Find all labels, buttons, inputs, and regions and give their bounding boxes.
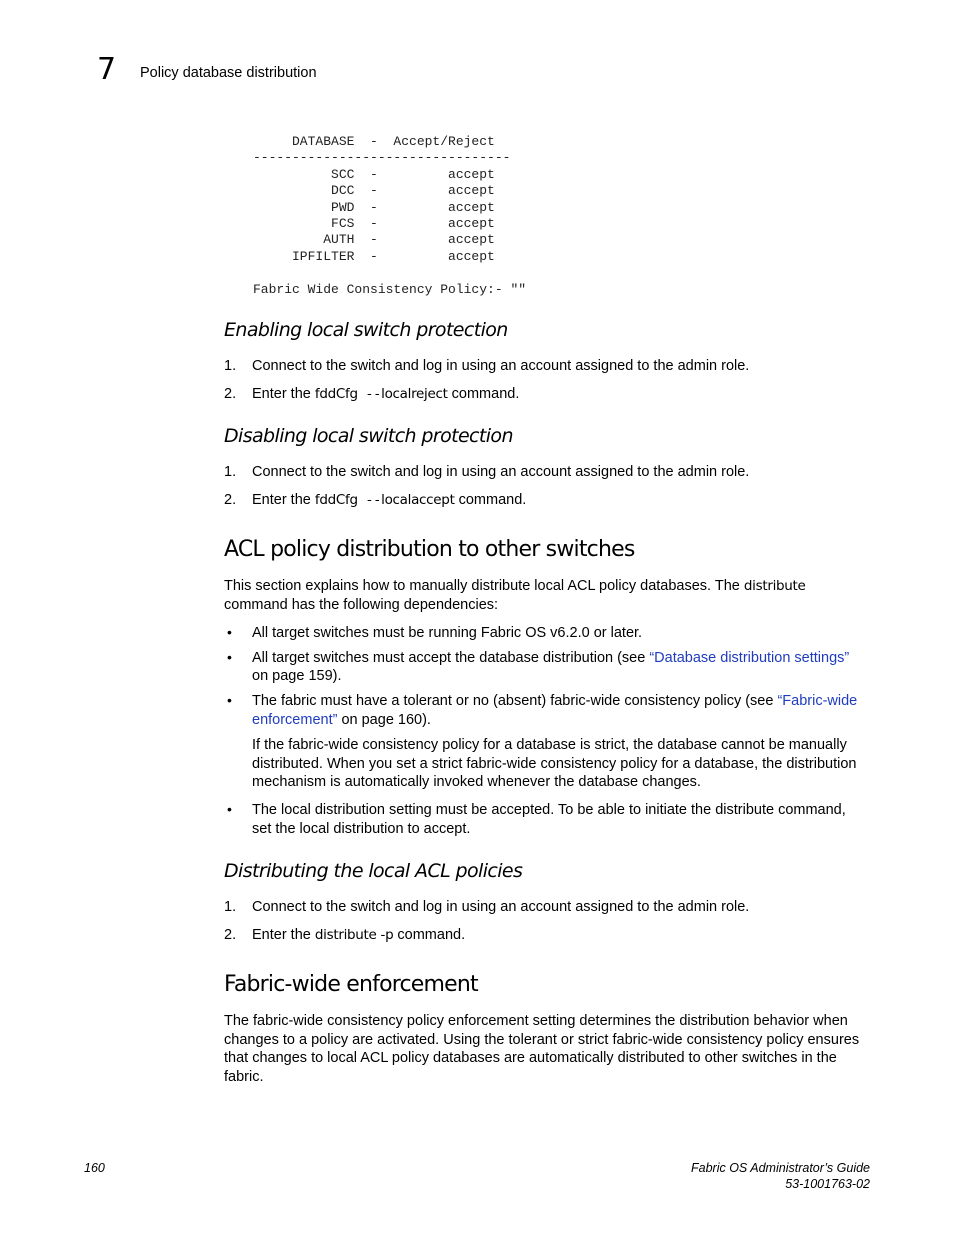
running-title: Policy database distribution	[140, 65, 317, 81]
bullet-text: The local distribution setting must be accepted. To be able to initiate the distribute command,	[252, 802, 846, 818]
step-number: 2.	[224, 386, 237, 402]
bullet-paragraph: mechanism is automatically invoked whenever the database changes.	[252, 774, 701, 790]
step-number: 1.	[224, 358, 237, 374]
bullet-text: All target switches must accept the database distribution (see “Database distribution settings”	[252, 650, 850, 666]
cross-reference-link[interactable]: “Fabric-wide	[777, 693, 858, 709]
acl-intro-line2: command has the following dependencies:	[224, 597, 499, 613]
code-block: DATABASE - Accept/Reject --------------------------------- SCC - accept DCC - accept PWD - accept FCS - accept AUTH - accept IPFILTER - accept Fabric Wide Consistency Policy:- ""	[253, 134, 527, 297]
step-text: Connect to the switch and log in using an account assigned to the admin role.	[252, 464, 750, 480]
bullet-paragraph: distributed. When you set a strict fabric-wide consistency policy for a database, the distribution	[252, 756, 857, 772]
bullet: •	[227, 624, 232, 640]
acl-intro-line1: This section explains how to manually distribute local ACL policy databases. The distribute	[224, 578, 806, 594]
acl-heading: ACL policy distribution to other switches	[224, 537, 635, 562]
bullet-text: set the local distribution to accept.	[252, 821, 471, 837]
page-number: 160	[84, 1161, 105, 1175]
enabling-heading: Enabling local switch protection	[224, 319, 508, 341]
body-line: that changes to local ACL policy databases are automatically distributed to other switches in the	[224, 1050, 837, 1066]
fabric-heading: Fabric-wide enforcement	[224, 972, 478, 997]
step-number: 1.	[224, 464, 237, 480]
bullet-text: All target switches must be running Fabric OS v6.2.0 or later.	[252, 625, 643, 641]
step-text: Enter the fddCfg --localreject command.	[252, 386, 520, 402]
step-text: Enter the distribute -p command.	[252, 927, 466, 943]
command-argument: localreject	[381, 386, 448, 402]
command-name: distribute	[743, 578, 806, 594]
bullet: •	[227, 649, 232, 665]
bullet-paragraph: If the fabric-wide consistency policy for a database is strict, the database cannot be manually	[252, 737, 847, 753]
step-text: Connect to the switch and log in using an account assigned to the admin role.	[252, 899, 750, 915]
body-line: The fabric-wide consistency policy enforcement setting determines the distribution behavior when	[224, 1013, 848, 1029]
command-name: fddCfg	[314, 492, 358, 508]
cross-reference-link[interactable]: “Database distribution settings”	[649, 650, 850, 666]
body-line: fabric.	[224, 1069, 264, 1085]
step-number: 2.	[224, 927, 237, 943]
bullet-text: The fabric must have a tolerant or no (absent) fabric-wide consistency policy (see “Fabric-wide	[252, 693, 858, 709]
step-text: Connect to the switch and log in using an account assigned to the admin role.	[252, 358, 750, 374]
disabling-heading: Disabling local switch protection	[224, 425, 513, 447]
step-number: 1.	[224, 899, 237, 915]
step-number: 2.	[224, 492, 237, 508]
body-line: changes to a policy are activated. Using the tolerant or strict fabric-wide consistency policy ensures	[224, 1032, 860, 1048]
command-name: fddCfg	[314, 386, 358, 402]
command-name: distribute -p	[314, 927, 394, 943]
chapter-number: 7	[97, 52, 117, 87]
cross-reference-link[interactable]: enforcement”	[252, 712, 338, 728]
step-text: Enter the fddCfg --localaccept command.	[252, 492, 527, 508]
bullet-text: enforcement” on page 160).	[252, 712, 431, 728]
guide-title: Fabric OS Administrator’s Guide	[691, 1161, 870, 1175]
command-argument: localaccept	[381, 492, 455, 508]
bullet: •	[227, 692, 232, 708]
bullet-text: on page 159).	[252, 668, 342, 684]
bullet: •	[227, 801, 232, 817]
document-number: 53-1001763-02	[785, 1177, 870, 1191]
distributing-heading: Distributing the local ACL policies	[224, 860, 523, 882]
